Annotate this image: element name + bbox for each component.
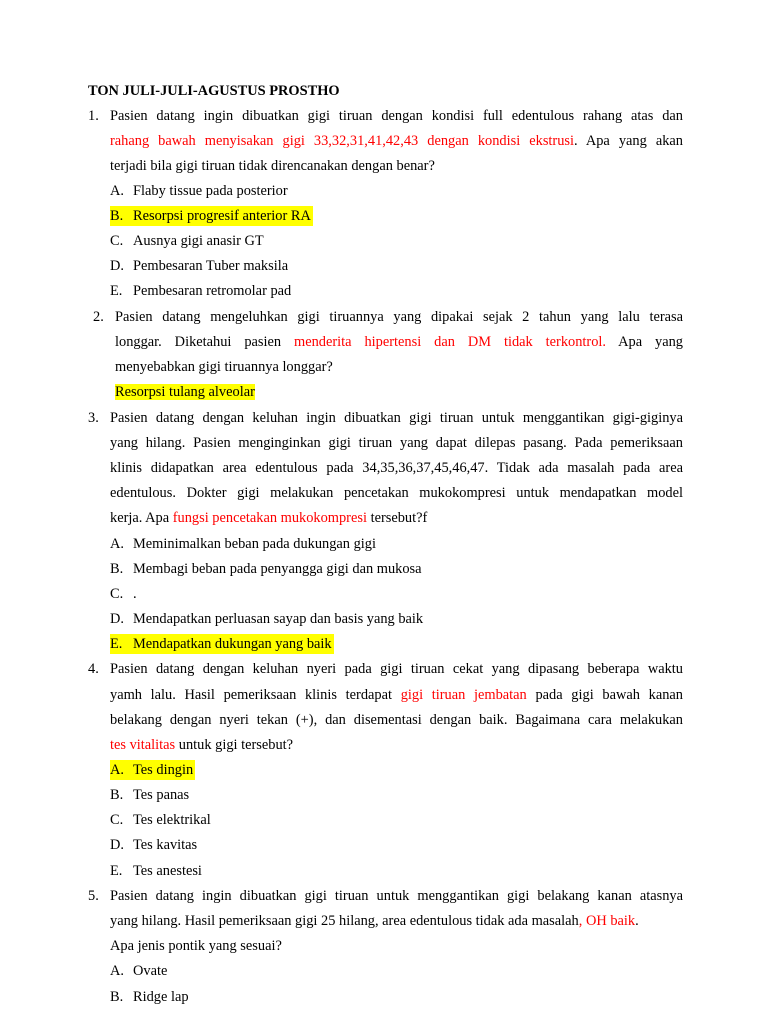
option-letter: B.	[110, 208, 124, 224]
option-letter: E.	[110, 863, 123, 879]
question-text-line: Pasien datang dengan keluhan ingin dibuatkan gigi tiruan untuk menggantikan gigi-giginya	[110, 410, 683, 426]
option-c	[110, 231, 264, 251]
option-text: Pembesaran Tuber maksila	[133, 258, 289, 274]
option-text: Tes dingin	[133, 762, 194, 778]
option-b	[110, 987, 189, 1007]
option-letter: B.	[110, 561, 124, 577]
question-text-line: yang hilang. Pasien menginginkan gigi tiruan yang dapat dilepas pasang. Pada pemeriksaan	[110, 435, 683, 451]
option-text: Mendapatkan perluasan sayap dan basis yang baik	[133, 611, 424, 627]
option-text: Meminimalkan beban pada dukungan gigi	[133, 536, 376, 552]
question-text-line: edentulous. Dokter gigi melakukan pencetakan mukokompresi untuk mendapatkan model	[110, 485, 683, 501]
option-a	[110, 534, 376, 554]
option-e-answer	[110, 634, 334, 654]
option-d	[110, 256, 288, 276]
question-text: tersebut?f	[366, 510, 428, 526]
option-c	[110, 584, 137, 604]
question-text-line	[110, 911, 639, 931]
option-text: Ridge lap	[133, 989, 189, 1005]
option-letter: A.	[110, 536, 124, 552]
option-letter: C.	[110, 233, 124, 249]
option-d	[110, 835, 197, 855]
question-text-line	[110, 735, 293, 755]
question-text: yang hilang. Hasil pemeriksaan gigi 25 hilang, area edentulous tidak ada masalah	[110, 913, 579, 929]
question-text: .	[635, 913, 639, 929]
option-text: Tes panas	[133, 787, 190, 803]
option-text: Tes elektrikal	[133, 812, 211, 828]
question-text-line	[110, 685, 683, 705]
option-a-answer	[110, 760, 195, 780]
option-text: Tes kavitas	[133, 837, 198, 853]
option-b-answer	[110, 206, 313, 226]
question-text-line	[110, 131, 683, 151]
emphasis-text: , OH baik	[578, 913, 636, 929]
option-text: Resorpsi progresif anterior RA	[133, 208, 311, 224]
option-a	[110, 181, 288, 201]
option-letter: E.	[110, 283, 123, 299]
option-text: Tes anestesi	[133, 863, 202, 879]
question-number: 4.	[88, 661, 99, 677]
option-letter: B.	[110, 989, 124, 1005]
question-text: . Apa yang akan	[574, 133, 683, 149]
question-text: untuk gigi tersebut?	[175, 737, 294, 753]
option-letter: E.	[110, 636, 123, 652]
option-letter: D.	[110, 258, 124, 274]
question-text-line: Pasien datang mengeluhkan gigi tiruannya yang dipakai sejak 2 tahun yang lalu terasa	[115, 309, 683, 325]
option-letter: A.	[110, 183, 124, 199]
question-number: 1.	[88, 108, 99, 124]
option-e	[110, 281, 291, 301]
question-text-line: Pasien datang ingin dibuatkan gigi tiruan dengan kondisi full edentulous rahang atas dan	[110, 108, 683, 124]
option-b	[110, 559, 422, 579]
question-text-line: klinis didapatkan area edentulous pada 34,35,36,37,45,46,47. Tidak ada masalah pada area	[110, 460, 683, 476]
option-letter: B.	[110, 787, 124, 803]
emphasis-text: menderita hipertensi dan DM tidak terkontrol.	[294, 334, 606, 350]
question-text-line	[115, 332, 683, 352]
question-number: 5.	[88, 888, 99, 904]
option-text: Membagi beban pada penyangga gigi dan mukosa	[133, 561, 422, 577]
question-text: longgar. Diketahui pasien	[115, 334, 295, 350]
option-text: .	[133, 586, 137, 602]
option-letter: A.	[110, 963, 124, 979]
question-number: 3.	[88, 410, 99, 426]
option-e	[110, 861, 202, 881]
option-letter: C.	[110, 812, 124, 828]
question-text-line: terjadi bila gigi tiruan tidak direncanakan dengan benar?	[110, 158, 435, 174]
option-text: Flaby tissue pada posterior	[133, 183, 288, 199]
emphasis-text: gigi tiruan jembatan	[400, 687, 527, 703]
option-letter: D.	[110, 837, 124, 853]
option-text: Mendapatkan dukungan yang baik	[133, 636, 332, 652]
option-d	[110, 609, 423, 629]
emphasis-text: tes vitalitas	[110, 737, 176, 753]
question-text: pada gigi bawah kanan	[526, 687, 683, 703]
option-b	[110, 785, 189, 805]
answer-highlight: Resorpsi tulang alveolar	[115, 384, 255, 400]
question-text-line	[110, 508, 427, 528]
option-letter: C.	[110, 586, 124, 602]
answer-line	[115, 382, 255, 402]
question-text-line: Pasien datang ingin dibuatkan gigi tiruan untuk menggantikan gigi belakang kanan atasnya	[110, 888, 683, 904]
question-text-line: Apa jenis pontik yang sesuai?	[110, 938, 282, 954]
option-c	[110, 810, 211, 830]
question-text: kerja. Apa	[110, 510, 173, 526]
question-text-line: belakang dengan nyeri tekan (+), dan disementasi dengan baik. Bagaimana cara melakukan	[110, 712, 683, 728]
option-letter: D.	[110, 611, 124, 627]
option-letter: A.	[110, 762, 124, 778]
question-text: yamh lalu. Hasil pemeriksaan klinis terdapat	[110, 687, 401, 703]
option-text: Pembesaran retromolar pad	[133, 283, 292, 299]
question-text-line: menyebabkan gigi tiruannya longgar?	[115, 359, 333, 375]
question-text: Apa yang	[606, 334, 683, 350]
option-a	[110, 961, 167, 981]
emphasis-text: fungsi pencetakan mukokompresi	[172, 510, 367, 526]
question-number: 2.	[93, 309, 104, 325]
document-title: TON JULI-JULI-AGUSTUS PROSTHO	[88, 83, 340, 99]
emphasis-text: rahang bawah menyisakan gigi 33,32,31,41,42,43 dengan kondisi ekstrusi	[110, 133, 575, 149]
option-text: Ovate	[133, 963, 168, 979]
option-text: Ausnya gigi anasir GT	[133, 233, 264, 249]
question-text-line: Pasien datang dengan keluhan nyeri pada gigi tiruan cekat yang dipasang beberapa waktu	[110, 661, 683, 677]
